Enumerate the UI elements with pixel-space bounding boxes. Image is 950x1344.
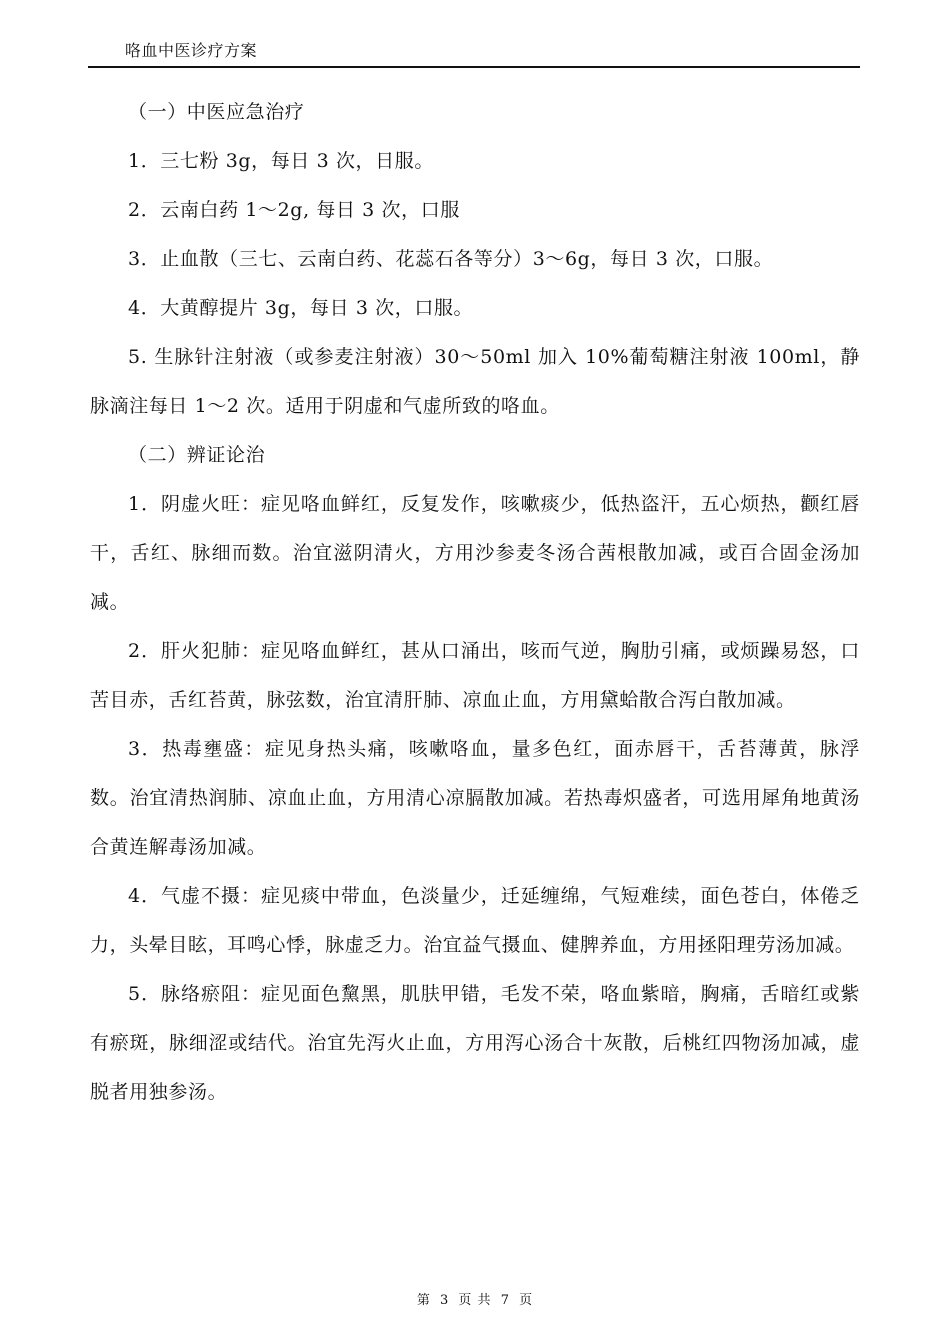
emergency-item-3: 3．止血散（三七、云南白药、花蕊石各等分）3～6g，每日 3 次，口服。 [128,248,774,270]
syndrome-item-5: 5．脉络瘀阻：症见面色黧黑，肌肤甲错，毛发不荣，咯血紫暗，胸痛，舌暗红或紫有瘀斑，脉细涩或结代。治宜先泻火止血，方用泻心汤合十灰散，后桃红四物汤加减，虚脱者用独参汤。 [90,983,860,1103]
syndrome-item-4: 4．气虚不摄：症见痰中带血，色淡量少，迁延缠绵，气短难续，面色苍白，体倦乏力，头晕目眩，耳鸣心悸，脉虚乏力。治宜益气摄血、健脾养血，方用拯阳理劳汤加减。 [90,885,860,956]
footer-page-total: 7 [500,1293,510,1308]
header-title: 咯血中医诊疗方案 [125,41,258,60]
footer-page-mid: 页 共 [458,1293,492,1308]
emergency-item-5: 5. 生脉针注射液（或参麦注射液）30～50ml 加入 10%葡萄糖注射液 100ml，静脉滴注每日 1～2 次。适用于阴虚和气虚所致的咯血。 [90,346,860,417]
document-body [90,88,860,1117]
emergency-item-2: 2．云南白药 1～2g, 每日 3 次，口服 [128,199,460,221]
section-heading-syndrome: （二）辨证论治 [128,444,266,466]
footer-page-prefix: 第 [416,1293,431,1308]
syndrome-item-2: 2．肝火犯肺：症见咯血鲜红，甚从口涌出，咳而气逆，胸肋引痛，或烦躁易怒，口苦目赤，舌红苔黄，脉弦数，治宜清肝肺、凉血止血，方用黛蛤散合泻白散加减。 [90,640,860,711]
page-header [88,40,860,68]
syndrome-item-3: 3．热毒壅盛：症见身热头痛，咳嗽咯血，量多色红，面赤唇干，舌苔薄黄，脉浮数。治宜清热润肺、凉血止血，方用清心凉膈散加减。若热毒炽盛者，可选用犀角地黄汤合黄连解毒汤加减。 [90,738,860,858]
emergency-item-4: 4．大黄醇提片 3g，每日 3 次，口服。 [128,297,474,319]
emergency-item-1: 1．三七粉 3g，每日 3 次，日服。 [128,150,434,172]
syndrome-item-1: 1．阴虚火旺：症见咯血鲜红，反复发作，咳嗽痰少，低热盗汗，五心烦热，颧红唇干，舌红、脉细而数。治宜滋阴清火，方用沙参麦冬汤合茜根散加减，或百合固金汤加减。 [90,493,860,613]
footer-page-suffix: 页 [519,1293,534,1308]
section-heading-emergency: （一）中医应急治疗 [128,101,305,123]
page-footer [0,1292,950,1310]
footer-page-number: 3 [440,1293,450,1308]
